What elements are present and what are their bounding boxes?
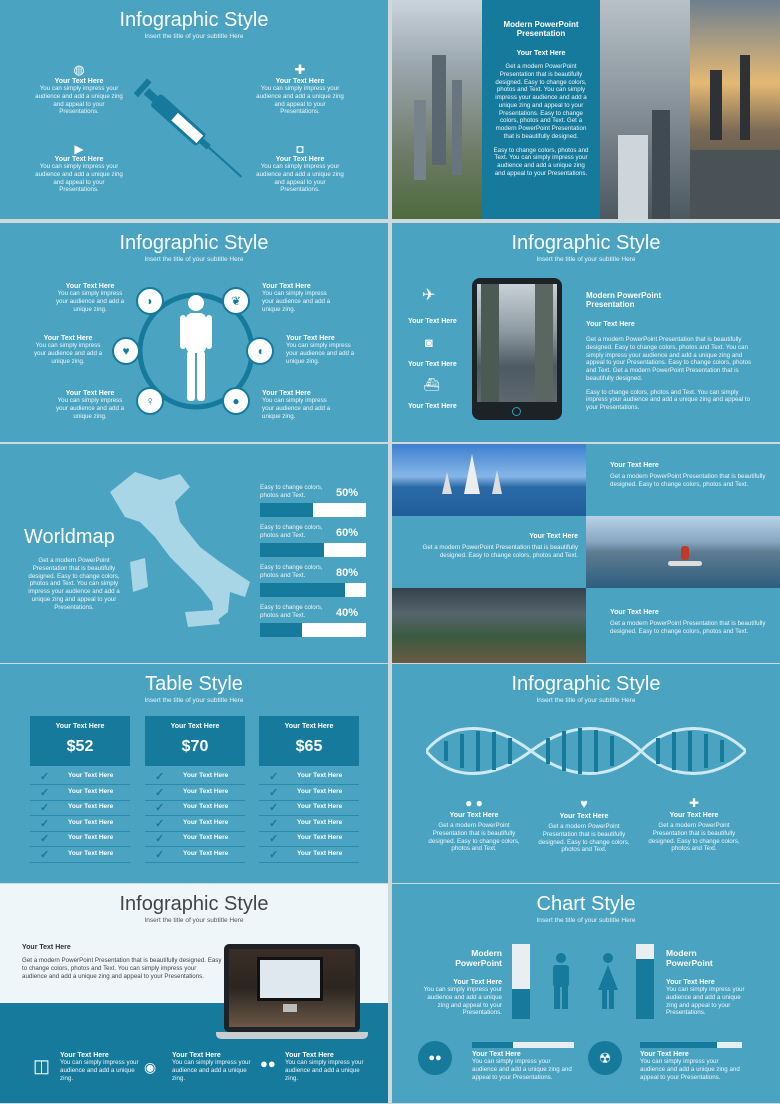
- slide-subtitle: Insert the title of your subtitle Here: [536, 917, 636, 924]
- feature-row: Your Text Here: [297, 818, 343, 826]
- drops-icon: ● ●: [465, 796, 483, 810]
- text-body: You can simply impress your audience and add a unique zing.: [172, 1059, 251, 1082]
- slide-3: [0, 223, 388, 442]
- check-icon: ✓: [40, 833, 50, 845]
- bar-fill: [260, 503, 313, 517]
- feature-row: Your Text Here: [297, 772, 343, 779]
- text-heading: Your Text Here: [449, 812, 499, 819]
- check-icon: ✓: [40, 802, 50, 814]
- text-body: You can simply impress your audience and add a unique zing and appeal to your Presentations.: [472, 1058, 572, 1081]
- bar-label: Easy to change colors, photos and Text.: [260, 484, 323, 499]
- feature-row: Your Text Here: [68, 834, 114, 841]
- heartbeat-icon: ♥: [580, 796, 588, 811]
- lungs-icon: ❦: [222, 287, 250, 315]
- check-icon: ✓: [40, 786, 50, 799]
- city-photo-left: [392, 0, 482, 219]
- female-icon: [595, 952, 621, 1010]
- price-title: Your Text Here: [284, 723, 334, 730]
- feature-row: Your Text Here: [183, 787, 229, 795]
- stomach-icon: ◖: [246, 337, 274, 365]
- airplane-label: Your Text Here: [408, 318, 457, 325]
- slide-subtitle: Insert the title of your subtitle Here: [536, 697, 636, 704]
- section-title: Modern PowerPoint Presentation: [586, 291, 662, 309]
- kayak-photo: [586, 516, 780, 588]
- city-photo-right: [690, 0, 780, 219]
- feature-row: Your Text Here: [297, 834, 343, 841]
- check-icon: ✓: [269, 817, 279, 830]
- sailboats-photo: [392, 444, 586, 516]
- text-heading: Your Text Here: [22, 944, 71, 951]
- slide-title: Chart Style: [536, 893, 636, 915]
- slide-subtitle: Insert the title of your subtitle Here: [144, 33, 244, 40]
- check-icon: ✓: [155, 833, 165, 845]
- slide-title: Infographic Style: [119, 893, 269, 915]
- check-icon: ✓: [269, 802, 279, 814]
- camera-icon: ◘: [296, 142, 304, 156]
- bar-fill: [260, 543, 324, 557]
- eye-icon: ◉: [144, 1059, 157, 1075]
- text-body: You can simply impress your audience and add a unique zing and appeal to your Presentations.: [35, 163, 123, 194]
- tablet-device: [472, 278, 562, 420]
- bar-female: [636, 944, 654, 1019]
- slide-1: [0, 0, 388, 219]
- feature-row: Your Text Here: [183, 834, 229, 841]
- text-heading: Your Text Here: [453, 979, 502, 986]
- mortar-pestle-icon: ✚: [688, 796, 700, 810]
- bar-percent: 80%: [336, 567, 359, 579]
- section-body: Get a modern PowerPoint Presentation that is beautifully designed. Easy to change colors, photos and Text. You can simply impress your audience and add a unique zing and appeal to your Presentations. Easy to change colors, photos and Text. Get a modern PowerPoint Presentation that is beautifully designed.: [586, 336, 752, 382]
- row-divider: [30, 862, 130, 863]
- feature-row: Your Text Here: [68, 772, 114, 779]
- text-heading: Your Text Here: [262, 283, 311, 290]
- feature-row: Your Text Here: [297, 803, 343, 810]
- progress-bar-right: [640, 1042, 742, 1048]
- check-icon: ✓: [40, 848, 50, 861]
- feature-row: Your Text Here: [297, 787, 343, 795]
- text-body: Get a modern PowerPoint Presentation that is beautifully designed. Easy to change colors, photos and Text.: [648, 822, 740, 853]
- text-body: You can simply impress your audience and add a unique zing and appeal to your Presentations.: [423, 986, 502, 1017]
- text-body: You can simply impress your audience and add a unique zing.: [55, 290, 125, 313]
- price-value: $52: [66, 738, 94, 755]
- text-heading: Your Text Here: [472, 1051, 521, 1058]
- feature-row: Your Text Here: [183, 818, 229, 826]
- check-icon: ✓: [155, 848, 165, 861]
- text-heading: Your Text Here: [275, 156, 325, 163]
- slide-subtitle: Insert the title of your subtitle Here: [536, 256, 636, 263]
- text-body: Get a modern PowerPoint Presentation that is beautifully designed. Easy to change colors, photos and Text.: [428, 822, 520, 853]
- text-body: You can simply impress your audience and add a unique zing and appeal to your Presentations.: [256, 163, 344, 194]
- text-heading: Your Text Here: [43, 335, 93, 342]
- price-title: Your Text Here: [55, 723, 105, 730]
- liver-icon: ◗: [136, 287, 164, 315]
- home-button: [512, 407, 521, 416]
- check-icon: ✓: [40, 817, 50, 830]
- check-icon: ✓: [40, 771, 50, 783]
- text-heading: Your Text Here: [559, 813, 609, 820]
- worldmap-body: Get a modern PowerPoint Presentation that is beautifully designed. Easy to change colors, photos and Text. You can simply impress your audience and add a unique zing and appeal to your Presentations.: [28, 557, 120, 611]
- text-body: You can simply impress your audience and add a unique zing.: [285, 1059, 364, 1082]
- tooth-icon: ◫: [33, 1056, 51, 1076]
- slide-subtitle: Insert the title of your subtitle Here: [144, 256, 244, 263]
- text-body: Get a modern PowerPoint Presentation that is beautifully designed. Easy to change colors, photos and Text. You can simply impress your audience and add a unique zing and appeal to your Presentations.: [22, 957, 222, 980]
- dna-graphic: [426, 716, 746, 786]
- text-body: You can simply impress your audience and add a unique zing and appeal to your Presentations.: [640, 1058, 740, 1081]
- text-heading: Your Text Here: [65, 283, 115, 290]
- slide-title: Infographic Style: [511, 232, 661, 254]
- text-body: You can simply impress your audience and add a unique zing.: [60, 1059, 139, 1082]
- male-icon: [549, 952, 573, 1010]
- feature-row: Your Text Here: [68, 787, 114, 795]
- slide-6: [392, 444, 780, 663]
- check-icon: ✓: [269, 771, 279, 783]
- slide-subtitle: Insert the title of your subtitle Here: [144, 917, 244, 924]
- panel-heading: Your Text Here: [516, 50, 566, 57]
- slide-7: [0, 664, 388, 883]
- text-heading: Your Text Here: [286, 335, 335, 342]
- section-heading: Your Text Here: [586, 321, 635, 328]
- check-icon: ✓: [269, 786, 279, 799]
- desk-photo: [229, 949, 355, 1027]
- text-body: You can simply impress your audience and add a unique zing.: [262, 290, 331, 313]
- video-icon: ▶: [74, 142, 84, 156]
- uterus-icon: ♀: [136, 387, 164, 415]
- water-drops-icon: ●●: [418, 1041, 452, 1075]
- text-heading: Your Text Here: [172, 1052, 221, 1059]
- laptop: [216, 944, 368, 1044]
- slide-10: [392, 884, 780, 1103]
- bar-percent: 40%: [336, 607, 359, 619]
- bar-percent: 50%: [336, 487, 359, 499]
- text-body: Get a modern PowerPoint Presentation that is beautifully designed. Easy to change colors, photos and Text.: [610, 473, 766, 488]
- text-heading: Your Text Here: [54, 156, 104, 163]
- worldmap-title: Worldmap: [24, 526, 115, 548]
- slide-2: [392, 0, 780, 219]
- bar-male: [512, 944, 530, 1019]
- bar-fill: [260, 623, 302, 637]
- slide-title: Table Style: [145, 673, 243, 695]
- slide-9: [0, 884, 388, 1103]
- text-heading: Your Text Here: [640, 1051, 689, 1058]
- section-body-2: Easy to change colors, photos and Text. You can simply impress your audience and add a unique zing and appeal to your Presentations.: [586, 388, 751, 411]
- slide-5: [0, 444, 388, 663]
- slide-subtitle: Insert the title of your subtitle Here: [144, 697, 244, 704]
- price-value: $70: [181, 738, 209, 755]
- modern-title-right: Modern PowerPoint: [666, 948, 713, 968]
- text-body: Get a modern PowerPoint Presentation that is beautifully designed. Easy to change colors, photos and Text.: [538, 823, 630, 854]
- feature-row: Your Text Here: [68, 849, 114, 857]
- bar-label: Easy to change colors, photos and Text.: [260, 524, 323, 539]
- slide-4: [392, 223, 780, 442]
- text-body: You can simply impress your audience and add a unique zing.: [55, 397, 125, 420]
- feature-row: Your Text Here: [68, 803, 114, 810]
- price-header: [145, 716, 245, 766]
- text-heading: Your Text Here: [60, 1052, 109, 1059]
- modern-title-left: Modern PowerPoint: [455, 948, 502, 968]
- heart-icon: ♥: [112, 337, 140, 365]
- bar-label: Easy to change colors, photos and Text.: [260, 604, 323, 619]
- text-heading: Your Text Here: [666, 979, 715, 986]
- check-icon: ✓: [155, 802, 165, 814]
- text-body: Get a modern PowerPoint Presentation that is beautifully designed. Easy to change colors, photos and Text.: [422, 544, 578, 559]
- feature-row: Your Text Here: [183, 772, 229, 779]
- price-title: Your Text Here: [170, 723, 220, 730]
- car-icon: ◙: [425, 335, 433, 350]
- text-heading: Your Text Here: [669, 812, 719, 819]
- feature-row: Your Text Here: [183, 849, 229, 857]
- mountain-photo: [392, 588, 586, 663]
- text-heading: Your Text Here: [529, 533, 578, 540]
- text-body: You can simply impress your audience and add a unique zing.: [286, 342, 355, 365]
- text-heading: Your Text Here: [610, 462, 659, 469]
- globe-icon: ◍: [73, 62, 85, 77]
- text-heading: Your Text Here: [275, 78, 325, 85]
- city-photo-middle: [600, 0, 690, 219]
- bar-percent: 60%: [336, 527, 359, 539]
- slide-title: Infographic Style: [119, 232, 269, 254]
- check-icon: ✓: [269, 848, 279, 861]
- text-heading: Your Text Here: [610, 609, 659, 616]
- syringe-graphic: [125, 66, 265, 201]
- panel-title: Modern PowerPoint Presentation: [503, 20, 579, 38]
- blood-drop-icon: ●: [222, 387, 250, 415]
- check-icon: ✓: [155, 817, 165, 830]
- panel-body-2: Easy to change colors, photos and Text. You can simply impress your audience and add a unique zing and appeal to your Presentations.: [493, 146, 589, 177]
- puzzle-icon: ✚: [294, 62, 306, 77]
- progress-bar-left: [472, 1042, 574, 1048]
- feature-row: Your Text Here: [68, 818, 114, 826]
- car-label: Your Text Here: [408, 361, 457, 368]
- price-value: $65: [295, 738, 323, 755]
- text-heading: Your Text Here: [54, 78, 104, 85]
- feature-row: Your Text Here: [183, 803, 229, 810]
- street-photo: [477, 284, 557, 402]
- text-body: Get a modern PowerPoint Presentation that is beautifully designed. Easy to change colors, photos and Text.: [610, 620, 766, 635]
- row-divider: [259, 862, 359, 863]
- text-body: You can simply impress your audience and add a unique zing and appeal to your Presentations.: [256, 85, 344, 116]
- text-heading: Your Text Here: [65, 390, 115, 397]
- panel-body: Get a modern PowerPoint Presentation that is beautifully designed. Easy to change colors, photos and Text. You can simply impress your audience and add a unique zing and appeal to your Presentations. Easy to change colors, photos and Text. Get a modern PowerPoint Presentation that is beautifully designed.: [495, 63, 587, 140]
- text-panel: [482, 0, 600, 219]
- text-body: You can simply impress your audience and add a unique zing and appeal to your Presentations.: [35, 85, 123, 116]
- price-header: [30, 716, 130, 766]
- text-body: You can simply impress your audience and add a unique zing and appeal to your Presentations.: [666, 986, 745, 1017]
- radiation-icon: ☢: [588, 1041, 622, 1075]
- text-heading: Your Text Here: [285, 1052, 334, 1059]
- slide-title: Infographic Style: [511, 673, 661, 695]
- row-divider: [145, 862, 245, 863]
- text-body: You can simply impress your audience and add a unique zing.: [262, 397, 331, 420]
- feature-row: Your Text Here: [297, 849, 343, 857]
- text-heading: Your Text Here: [262, 390, 311, 397]
- blood-drops-icon: ●●: [260, 1056, 276, 1071]
- check-icon: ✓: [155, 771, 165, 783]
- check-icon: ✓: [269, 833, 279, 845]
- ship-icon: ⛴: [423, 377, 440, 392]
- slide-8: [392, 664, 780, 883]
- bar-fill: [260, 583, 345, 597]
- bar-label: Easy to change colors, photos and Text.: [260, 564, 323, 579]
- airplane-icon: ✈: [422, 287, 436, 304]
- ship-label: Your Text Here: [408, 403, 457, 410]
- slide-title: Infographic Style: [119, 9, 269, 31]
- check-icon: ✓: [155, 786, 165, 799]
- text-body: You can simply impress your audience and add a unique zing.: [33, 342, 103, 365]
- price-header: [259, 716, 359, 766]
